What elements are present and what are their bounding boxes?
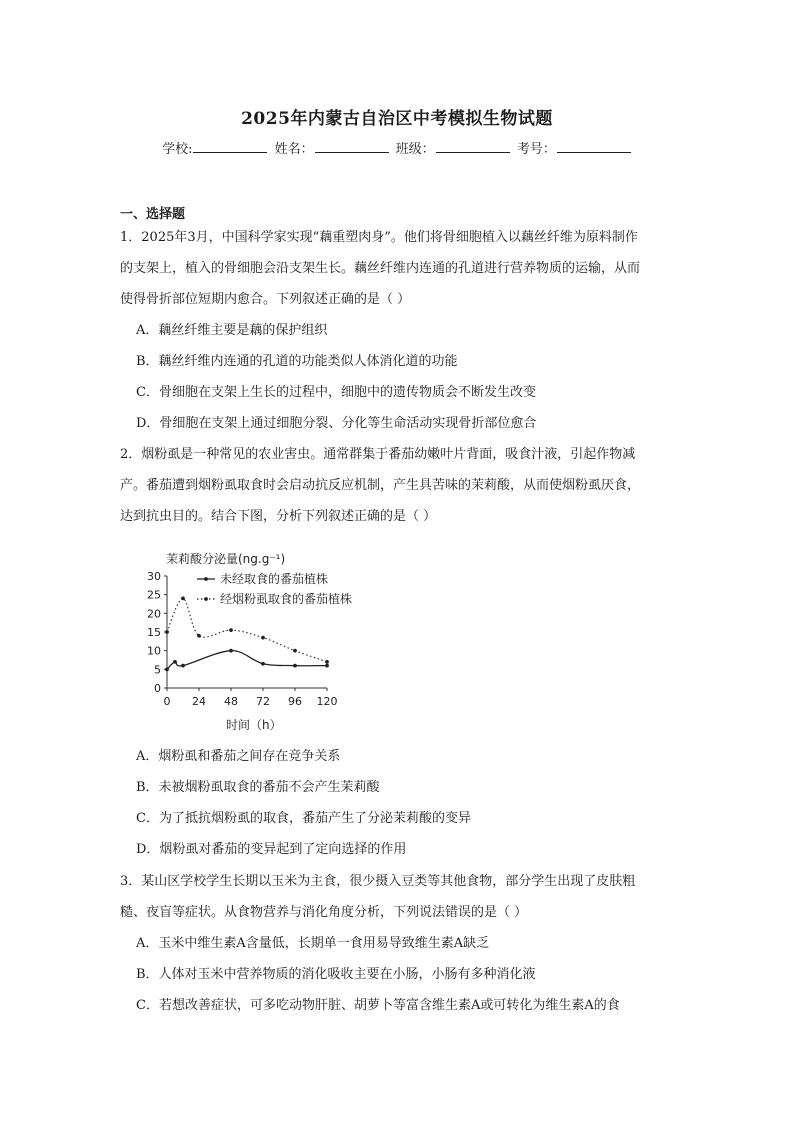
- name-label: 姓名：: [274, 142, 314, 157]
- question-text: 1．2025年3月，中国科学家实现“藕重塑肉身”。他们将骨细胞植入以藕丝纤维为原料制作: [120, 230, 638, 245]
- y-tick-label: 0: [154, 682, 161, 695]
- x-tick-label: 0: [163, 695, 171, 708]
- option-a[interactable]: A．烟粉虱和番茄之间存在竞争关系: [136, 749, 341, 764]
- data-point: [261, 662, 265, 666]
- option-c[interactable]: C．骨细胞在支架上生长的过程中，细胞中的遗传物质会不断发生改变: [136, 385, 536, 400]
- option-a[interactable]: A．藕丝纤维主要是藕的保护组织: [136, 323, 328, 338]
- student-info-row: [0, 138, 794, 157]
- x-tick-label: 120: [316, 695, 338, 708]
- option-b[interactable]: B．人体对玉米中营养物质的消化吸收主要在小肠，小肠有多种消化液: [136, 967, 536, 982]
- question-2: [120, 439, 680, 532]
- option-c[interactable]: C．若想改善症状，可多吃动物肝脏、胡萝卜等富含维生素A或可转化为维生素A的食: [136, 998, 620, 1013]
- data-point: [165, 667, 169, 671]
- legend-label: 经烟粉虱取食的番茄植株: [220, 592, 353, 606]
- question-2-options: [120, 741, 680, 865]
- data-point: [181, 597, 185, 601]
- data-point: [293, 664, 297, 668]
- chart-svg: [140, 545, 400, 740]
- series-line-fed: [167, 598, 327, 661]
- y-tick-label: 15: [147, 626, 161, 639]
- question-text: 产。番茄遭到烟粉虱取食时会启动抗反应机制，产生具苦味的茉莉酸，从而使烟粉虱厌食，: [120, 478, 641, 493]
- y-tick-label: 25: [147, 588, 161, 602]
- question-text: 糙、夜盲等症状。从食物营养与消化角度分析，下列说法错误的是（ ）: [120, 905, 528, 920]
- page-title: 2025年内蒙古自治区中考模拟生物试题: [241, 109, 553, 129]
- x-tick-label: 72: [256, 695, 270, 708]
- y-tick-label: 10: [147, 644, 161, 658]
- question-text: 2．烟粉虱是一种常见的农业害虫。通常群集于番茄幼嫩叶片背面，吸食汁液，引起作物减: [120, 447, 636, 462]
- question-1: [120, 222, 680, 439]
- option-a[interactable]: A．玉米中维生素A含量低，长期单一食用易导致维生素A缺乏: [136, 936, 490, 951]
- y-tick-label: 30: [147, 570, 161, 583]
- x-tick-label: 96: [288, 695, 302, 708]
- data-point: [229, 628, 233, 632]
- y-tick-label: 20: [147, 607, 161, 621]
- class-blank[interactable]: [436, 140, 510, 153]
- option-b[interactable]: B．藕丝纤维内连通的孔道的功能类似人体消化道的功能: [136, 354, 458, 369]
- y-axis-label: 茉莉酸分泌量(ng.g⁻¹): [166, 552, 286, 566]
- option-b[interactable]: B．未被烟粉虱取食的番茄不会产生茉莉酸: [136, 780, 380, 795]
- data-point: [181, 664, 185, 668]
- question-text: 达到抗虫目的。结合下图，分析下列叙述正确的是（ ）: [120, 509, 437, 524]
- exam-number-label: 考号：: [516, 142, 556, 157]
- data-point: [325, 660, 329, 664]
- class-label: 班级：: [395, 142, 435, 157]
- option-c[interactable]: C．为了抵抗烟粉虱的取食，番茄产生了分泌茉莉酸的变异: [136, 811, 471, 826]
- school-blank[interactable]: [193, 140, 267, 153]
- x-tick-label: 24: [192, 695, 206, 708]
- option-d[interactable]: D．烟粉虱对番茄的变异起到了定向选择的作用: [136, 842, 407, 857]
- data-point: [325, 664, 329, 668]
- exam-number-blank[interactable]: [557, 140, 631, 153]
- jasmonic-acid-chart: [140, 545, 400, 740]
- legend-label: 未经取食的番茄植株: [220, 572, 329, 586]
- option-d[interactable]: D．骨细胞在支架上通过细胞分裂、分化等生命活动实现骨折部位愈合: [136, 416, 537, 431]
- data-point: [261, 636, 265, 640]
- legend-marker: [204, 577, 208, 581]
- name-blank[interactable]: [315, 140, 389, 153]
- question-text: 使得骨折部位短期内愈合。下列叙述正确的是（ ）: [120, 292, 411, 307]
- y-tick-label: 5: [154, 663, 161, 677]
- school-label: 学校:: [162, 142, 193, 157]
- data-point: [173, 660, 177, 664]
- section-heading: 一、选择题: [120, 207, 186, 222]
- x-tick-label: 48: [224, 695, 238, 708]
- x-axis-label: 时间（h）: [226, 718, 282, 732]
- question-text: 的支架上，植入的骨细胞会沿支架生长。藕丝纤维内连通的孔道进行营养物质的运输，从而: [120, 261, 641, 276]
- legend-marker: [204, 597, 208, 601]
- data-point: [165, 630, 169, 634]
- question-3: [120, 866, 680, 1021]
- data-point: [229, 649, 233, 653]
- data-point: [293, 649, 297, 653]
- data-point: [197, 634, 201, 638]
- question-text: 3．某山区学校学生长期以玉米为主食，很少摄入豆类等其他食物，部分学生出现了皮肤粗: [120, 874, 636, 889]
